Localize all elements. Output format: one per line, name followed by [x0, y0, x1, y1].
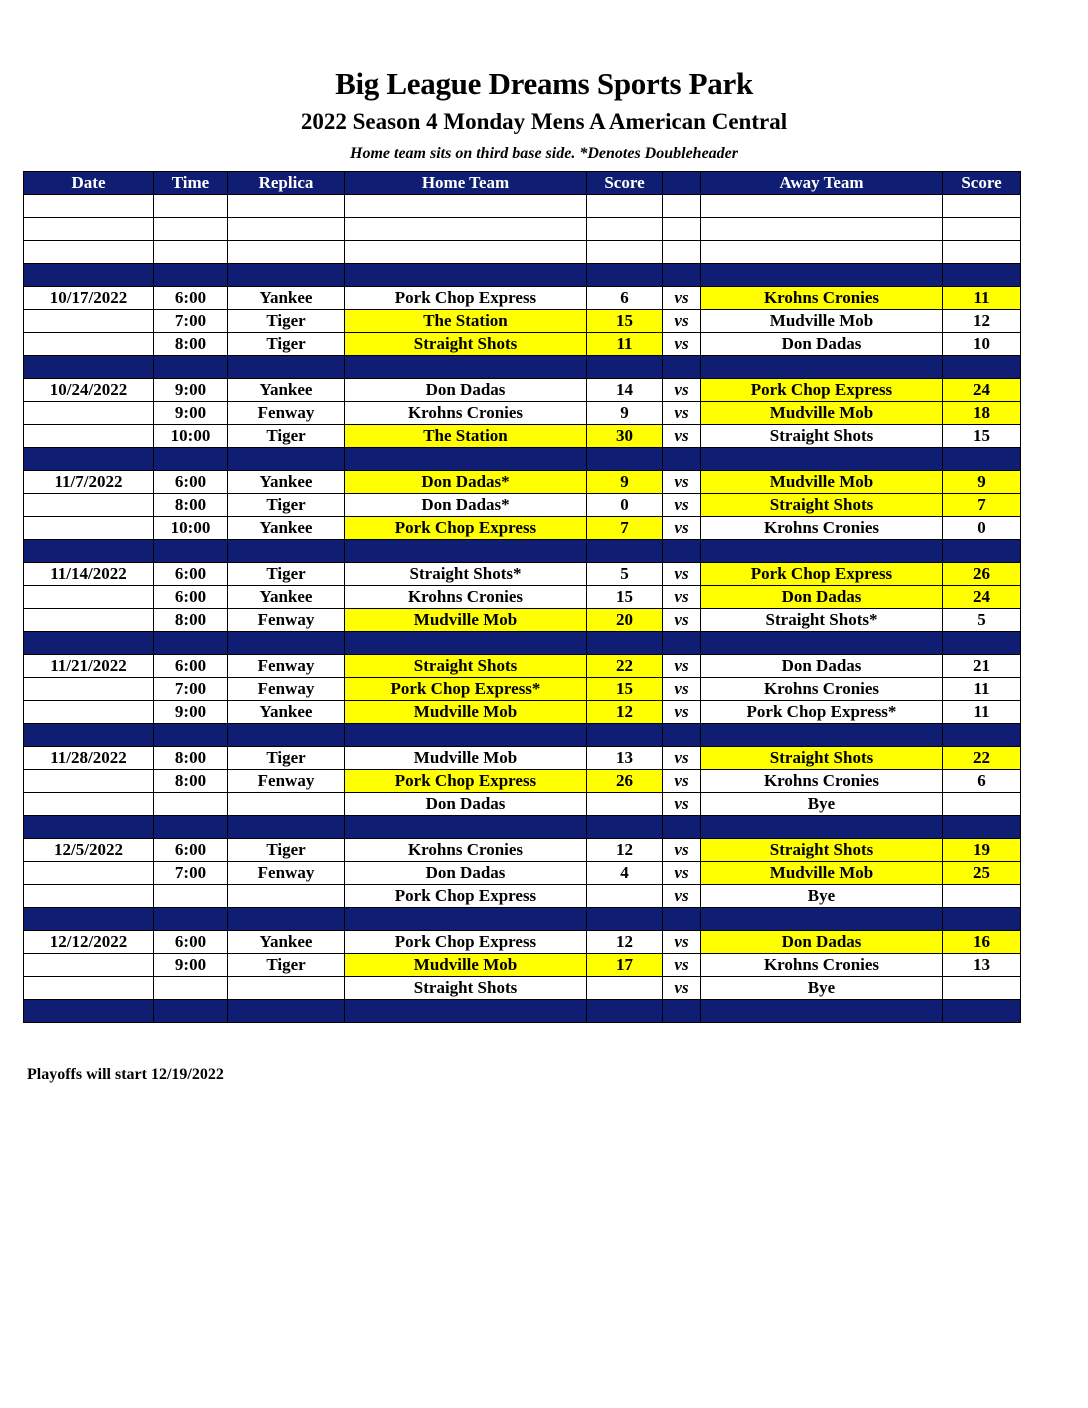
col-header-time: Time — [154, 172, 228, 195]
game-replica: Tiger — [228, 425, 345, 448]
home-score: 6 — [587, 287, 663, 310]
home-team: Don Dadas* — [345, 494, 587, 517]
week-separator — [24, 724, 1021, 747]
away-team: Bye — [701, 793, 943, 816]
vs-label: vs — [663, 747, 701, 770]
game-date: 12/12/2022 — [24, 931, 154, 954]
game-date — [24, 494, 154, 517]
week-separator — [24, 1000, 1021, 1023]
home-score: 4 — [587, 862, 663, 885]
game-date — [24, 586, 154, 609]
game-time: 6:00 — [154, 655, 228, 678]
game-replica: Tiger — [228, 954, 345, 977]
home-score: 15 — [587, 586, 663, 609]
home-team: Pork Chop Express — [345, 287, 587, 310]
game-time: 6:00 — [154, 931, 228, 954]
away-team: Straight Shots — [701, 494, 943, 517]
vs-label: vs — [663, 609, 701, 632]
away-score: 6 — [943, 770, 1021, 793]
home-score: 9 — [587, 402, 663, 425]
game-replica: Yankee — [228, 471, 345, 494]
home-score: 0 — [587, 494, 663, 517]
game-replica — [228, 977, 345, 1000]
game-date — [24, 954, 154, 977]
game-time: 9:00 — [154, 379, 228, 402]
game-replica — [228, 793, 345, 816]
game-replica — [228, 885, 345, 908]
game-row — [24, 471, 1021, 494]
game-date — [24, 885, 154, 908]
away-score: 9 — [943, 471, 1021, 494]
home-team: Pork Chop Express — [345, 885, 587, 908]
game-time — [154, 977, 228, 1000]
game-row — [24, 839, 1021, 862]
away-team: Straight Shots — [701, 747, 943, 770]
game-date — [24, 977, 154, 1000]
away-score: 19 — [943, 839, 1021, 862]
game-replica: Yankee — [228, 931, 345, 954]
col-header-away-team: Away Team — [701, 172, 943, 195]
home-score: 20 — [587, 609, 663, 632]
away-score: 24 — [943, 379, 1021, 402]
away-score: 11 — [943, 678, 1021, 701]
away-team: Pork Chop Express — [701, 379, 943, 402]
game-row — [24, 310, 1021, 333]
game-time: 6:00 — [154, 586, 228, 609]
vs-label: vs — [663, 563, 701, 586]
game-date — [24, 310, 154, 333]
game-row — [24, 885, 1021, 908]
vs-label: vs — [663, 701, 701, 724]
away-score: 16 — [943, 931, 1021, 954]
vs-label: vs — [663, 931, 701, 954]
home-score: 14 — [587, 379, 663, 402]
vs-label: vs — [663, 517, 701, 540]
schedule-body — [24, 195, 1021, 1023]
home-score: 30 — [587, 425, 663, 448]
away-team: Krohns Cronies — [701, 770, 943, 793]
blank-row — [24, 218, 1021, 241]
away-team: Don Dadas — [701, 931, 943, 954]
schedule-note: Home team sits on third base side. *Denotes Doubleheader — [350, 145, 738, 162]
home-score: 17 — [587, 954, 663, 977]
vs-label: vs — [663, 862, 701, 885]
game-time: 8:00 — [154, 747, 228, 770]
away-score — [943, 885, 1021, 908]
away-team: Don Dadas — [701, 586, 943, 609]
away-score: 21 — [943, 655, 1021, 678]
home-score: 11 — [587, 333, 663, 356]
blank-row — [24, 195, 1021, 218]
game-replica: Yankee — [228, 586, 345, 609]
game-replica: Tiger — [228, 747, 345, 770]
game-replica: Fenway — [228, 770, 345, 793]
away-score: 26 — [943, 563, 1021, 586]
game-time — [154, 793, 228, 816]
vs-label: vs — [663, 333, 701, 356]
game-replica: Fenway — [228, 678, 345, 701]
week-separator — [24, 540, 1021, 563]
away-score: 12 — [943, 310, 1021, 333]
game-time: 8:00 — [154, 609, 228, 632]
game-time: 7:00 — [154, 862, 228, 885]
playoffs-note: Playoffs will start 12/19/2022 — [27, 1066, 224, 1083]
game-time: 6:00 — [154, 563, 228, 586]
game-time: 9:00 — [154, 402, 228, 425]
game-date — [24, 770, 154, 793]
game-replica: Yankee — [228, 701, 345, 724]
game-date: 10/17/2022 — [24, 287, 154, 310]
away-score: 5 — [943, 609, 1021, 632]
vs-label: vs — [663, 678, 701, 701]
home-team: The Station — [345, 425, 587, 448]
game-time: 7:00 — [154, 310, 228, 333]
game-time: 6:00 — [154, 839, 228, 862]
game-row — [24, 609, 1021, 632]
game-row — [24, 793, 1021, 816]
game-row — [24, 678, 1021, 701]
home-score: 5 — [587, 563, 663, 586]
away-team: Straight Shots — [701, 839, 943, 862]
home-team: Straight Shots — [345, 333, 587, 356]
home-score: 12 — [587, 701, 663, 724]
game-date: 11/21/2022 — [24, 655, 154, 678]
away-team: Straight Shots — [701, 425, 943, 448]
home-team: Krohns Cronies — [345, 586, 587, 609]
away-score: 10 — [943, 333, 1021, 356]
vs-label: vs — [663, 379, 701, 402]
away-score: 11 — [943, 287, 1021, 310]
away-team: Bye — [701, 885, 943, 908]
week-separator — [24, 356, 1021, 379]
away-team: Mudville Mob — [701, 310, 943, 333]
away-score: 24 — [943, 586, 1021, 609]
vs-label: vs — [663, 954, 701, 977]
vs-label: vs — [663, 310, 701, 333]
game-date — [24, 793, 154, 816]
game-row — [24, 954, 1021, 977]
col-header-home-team: Home Team — [345, 172, 587, 195]
game-replica: Tiger — [228, 310, 345, 333]
away-team: Krohns Cronies — [701, 678, 943, 701]
home-team: Mudville Mob — [345, 701, 587, 724]
game-row — [24, 586, 1021, 609]
home-team: Straight Shots* — [345, 563, 587, 586]
game-row — [24, 701, 1021, 724]
away-score: 13 — [943, 954, 1021, 977]
week-separator — [24, 632, 1021, 655]
away-score: 15 — [943, 425, 1021, 448]
game-date: 11/7/2022 — [24, 471, 154, 494]
game-time: 10:00 — [154, 425, 228, 448]
home-team: Krohns Cronies — [345, 839, 587, 862]
game-date: 11/14/2022 — [24, 563, 154, 586]
game-row — [24, 333, 1021, 356]
home-score: 12 — [587, 931, 663, 954]
game-row — [24, 862, 1021, 885]
home-team: Don Dadas — [345, 793, 587, 816]
away-score: 7 — [943, 494, 1021, 517]
away-team: Mudville Mob — [701, 402, 943, 425]
away-team: Straight Shots* — [701, 609, 943, 632]
game-replica: Yankee — [228, 287, 345, 310]
game-time: 8:00 — [154, 333, 228, 356]
game-time: 6:00 — [154, 471, 228, 494]
home-score: 12 — [587, 839, 663, 862]
game-row — [24, 770, 1021, 793]
week-separator — [24, 816, 1021, 839]
schedule-table — [23, 171, 1021, 1023]
away-team: Mudville Mob — [701, 862, 943, 885]
away-team: Don Dadas — [701, 655, 943, 678]
home-score: 7 — [587, 517, 663, 540]
away-team: Bye — [701, 977, 943, 1000]
game-time: 9:00 — [154, 954, 228, 977]
week-separator — [24, 264, 1021, 287]
game-row — [24, 655, 1021, 678]
game-row — [24, 379, 1021, 402]
away-score: 11 — [943, 701, 1021, 724]
vs-label: vs — [663, 793, 701, 816]
away-score — [943, 977, 1021, 1000]
game-date — [24, 517, 154, 540]
away-score: 25 — [943, 862, 1021, 885]
home-score: 15 — [587, 310, 663, 333]
home-team: Don Dadas* — [345, 471, 587, 494]
home-score — [587, 885, 663, 908]
vs-label: vs — [663, 839, 701, 862]
home-team: Mudville Mob — [345, 609, 587, 632]
vs-label: vs — [663, 885, 701, 908]
game-time: 8:00 — [154, 770, 228, 793]
game-row — [24, 977, 1021, 1000]
game-date — [24, 333, 154, 356]
home-score — [587, 977, 663, 1000]
away-team: Don Dadas — [701, 333, 943, 356]
home-team: Mudville Mob — [345, 954, 587, 977]
game-date: 12/5/2022 — [24, 839, 154, 862]
game-replica: Fenway — [228, 402, 345, 425]
vs-label: vs — [663, 425, 701, 448]
vs-label: vs — [663, 977, 701, 1000]
col-header-replica: Replica — [228, 172, 345, 195]
home-team: Pork Chop Express* — [345, 678, 587, 701]
home-score: 22 — [587, 655, 663, 678]
vs-label: vs — [663, 494, 701, 517]
game-time: 9:00 — [154, 701, 228, 724]
vs-label: vs — [663, 655, 701, 678]
home-team: Straight Shots — [345, 655, 587, 678]
home-team: Don Dadas — [345, 862, 587, 885]
vs-label: vs — [663, 770, 701, 793]
home-team: The Station — [345, 310, 587, 333]
game-replica: Tiger — [228, 333, 345, 356]
away-score — [943, 793, 1021, 816]
away-team: Krohns Cronies — [701, 517, 943, 540]
game-date — [24, 678, 154, 701]
game-time: 10:00 — [154, 517, 228, 540]
blank-row — [24, 241, 1021, 264]
page-title: Big League Dreams Sports Park — [335, 66, 753, 101]
home-team: Pork Chop Express — [345, 517, 587, 540]
home-team: Pork Chop Express — [345, 770, 587, 793]
game-replica: Fenway — [228, 862, 345, 885]
game-time: 7:00 — [154, 678, 228, 701]
vs-label: vs — [663, 471, 701, 494]
game-row — [24, 517, 1021, 540]
game-time: 8:00 — [154, 494, 228, 517]
week-separator — [24, 908, 1021, 931]
game-date — [24, 701, 154, 724]
vs-label: vs — [663, 402, 701, 425]
home-team: Straight Shots — [345, 977, 587, 1000]
away-team: Krohns Cronies — [701, 954, 943, 977]
vs-label: vs — [663, 586, 701, 609]
game-date — [24, 425, 154, 448]
game-date — [24, 862, 154, 885]
away-score: 0 — [943, 517, 1021, 540]
away-score: 18 — [943, 402, 1021, 425]
game-date: 10/24/2022 — [24, 379, 154, 402]
away-team: Pork Chop Express* — [701, 701, 943, 724]
game-replica: Fenway — [228, 655, 345, 678]
home-score: 9 — [587, 471, 663, 494]
home-team: Mudville Mob — [345, 747, 587, 770]
game-replica: Yankee — [228, 517, 345, 540]
game-row — [24, 563, 1021, 586]
col-header-date: Date — [24, 172, 154, 195]
away-score: 22 — [943, 747, 1021, 770]
home-team: Don Dadas — [345, 379, 587, 402]
game-row — [24, 425, 1021, 448]
home-score: 15 — [587, 678, 663, 701]
away-team: Krohns Cronies — [701, 287, 943, 310]
home-team: Krohns Cronies — [345, 402, 587, 425]
home-score: 26 — [587, 770, 663, 793]
away-team: Pork Chop Express — [701, 563, 943, 586]
header-row — [24, 172, 1021, 195]
game-row — [24, 747, 1021, 770]
home-team: Pork Chop Express — [345, 931, 587, 954]
col-header-vs — [663, 172, 701, 195]
game-date: 11/28/2022 — [24, 747, 154, 770]
game-date — [24, 609, 154, 632]
game-replica: Yankee — [228, 379, 345, 402]
game-row — [24, 287, 1021, 310]
home-score — [587, 793, 663, 816]
game-time: 6:00 — [154, 287, 228, 310]
vs-label: vs — [663, 287, 701, 310]
page-subtitle: 2022 Season 4 Monday Mens A American Central — [300, 109, 788, 134]
col-header-away-score: Score — [943, 172, 1021, 195]
game-replica: Tiger — [228, 494, 345, 517]
game-replica: Fenway — [228, 609, 345, 632]
away-team: Mudville Mob — [701, 471, 943, 494]
game-date — [24, 402, 154, 425]
game-replica: Tiger — [228, 563, 345, 586]
game-row — [24, 931, 1021, 954]
home-score: 13 — [587, 747, 663, 770]
col-header-home-score: Score — [587, 172, 663, 195]
game-row — [24, 494, 1021, 517]
game-row — [24, 402, 1021, 425]
week-separator — [24, 448, 1021, 471]
game-replica: Tiger — [228, 839, 345, 862]
game-time — [154, 885, 228, 908]
